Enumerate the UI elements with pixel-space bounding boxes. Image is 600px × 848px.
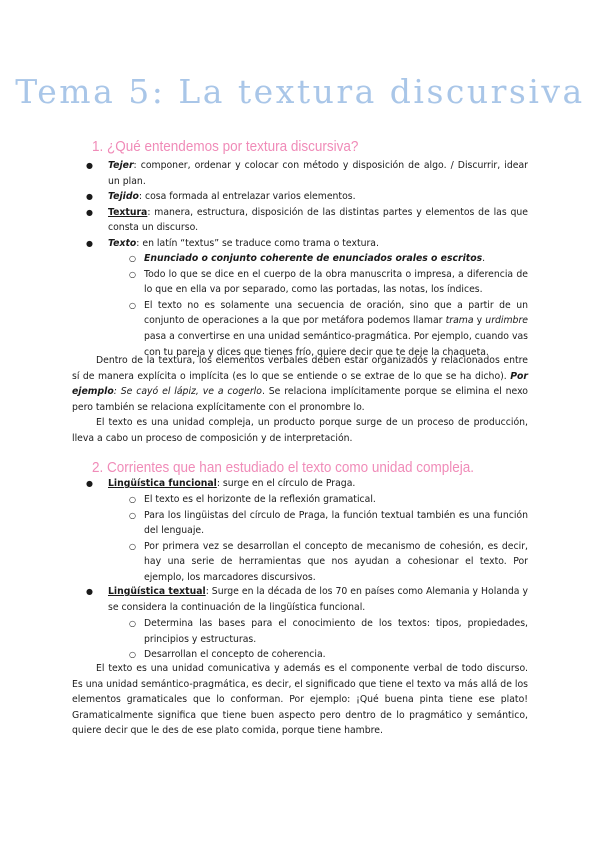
def-tejido: : cosa formada al entrelazar varios elementos.: [138, 191, 356, 203]
hollow-bullet-icon: ○: [129, 619, 136, 628]
para1-part-a: Dentro de la textura, los elementos verbales deben estar organizados y relacionados entre sí de manera explícita o implícita (es lo que se entiende o se extrae de lo que se ha dicho).: [72, 355, 528, 382]
term-textura: Textura: [108, 206, 148, 218]
para1-example-label: Por ejemplo: [72, 370, 528, 398]
section-1-list: [86, 158, 528, 252]
section-1-heading: 1. ¿Qué entendemos por textura discursiva?: [92, 138, 359, 155]
bullet-icon: ●: [86, 479, 93, 488]
texto-sublist: [129, 251, 528, 360]
bullet-icon: ●: [86, 207, 93, 217]
section-2-list-b: [86, 584, 528, 615]
list-item: [86, 584, 528, 615]
def-tejer: : componer, ordenar y colocar con método y disposición de algo. / Discurrir, idear un plan.: [108, 160, 528, 187]
hollow-bullet-icon: ○: [129, 541, 136, 551]
term-tejer: Tejer: [108, 160, 134, 171]
sub3-trama: trama: [445, 315, 474, 327]
bullet-icon: ●: [86, 161, 93, 170]
section-2-heading: 2. Corrientes que han estudiado el texto como unidad compleja.: [92, 459, 474, 476]
sub3-y: y: [473, 315, 486, 327]
paragraph: [72, 353, 528, 415]
def-textura: : manera, estructura, disposición de las distintas partes y elementos de las que consta un discurso.: [108, 206, 528, 234]
list-item: [86, 189, 528, 205]
lt-sub1-text: Determina las bases para el conocimiento de los textos: tipos, propiedades, principios y estructuras.: [144, 618, 528, 645]
lf-sub1-text: El texto es el horizonte de la reflexión gramatical.: [144, 494, 376, 505]
def-linguistica-textual: : Surge en la década de los 70 en países como Alemania y Holanda y se considera la continuación de la lingüística funcional.: [108, 586, 528, 613]
sub3-urdimbre: urdimbre: [485, 315, 528, 327]
list-item: [86, 236, 528, 252]
bullet-icon: ●: [86, 238, 93, 248]
list-item: [86, 205, 528, 236]
hollow-bullet-icon: ○: [129, 650, 136, 660]
def-linguistica-funcional: : surge en el círculo de Praga.: [216, 478, 356, 489]
section-2-paragraph: [72, 661, 528, 739]
sub-list-item: [129, 298, 528, 360]
lf-sub2-text: Para los lingüistas del círculo de Praga, la función textual también es una función del lenguaje.: [144, 509, 528, 537]
sub-list-item: [129, 616, 528, 647]
term-texto: Texto: [108, 237, 137, 249]
section-1-paragraphs: [72, 353, 528, 447]
list-item: [86, 158, 528, 189]
page-title: Tema 5: La textura discursiva: [15, 72, 585, 111]
sub3-part-b: pasa a convertirse en una unidad semántico-pragmática. Por ejemplo, cuando vas con tu pareja y dices que tienes frío, quiere decir que te deje la chaqueta.: [144, 330, 528, 358]
sub1-text: Enunciado o conjunto coherente de enunciados orales o escritos: [144, 253, 483, 264]
term-tejido: Tejido: [108, 191, 139, 203]
lt-sub2-text: Desarrollan el concepto de coherencia.: [144, 649, 326, 661]
def-texto: : en latín “textus” se traduce como trama o textura.: [136, 237, 379, 249]
sub-list-item: [129, 251, 528, 267]
hollow-bullet-icon: ○: [129, 495, 136, 504]
paragraph: El texto es una unidad compleja, un producto porque surge de un proceso de producción, lleva a cabo un proceso de composición y de interpretación.: [72, 417, 528, 444]
bullet-icon: ●: [86, 587, 93, 596]
term-linguistica-textual: Lingüística textual: [108, 586, 206, 597]
list-item: [86, 476, 528, 492]
bullet-icon: ●: [86, 192, 93, 202]
term-linguistica-funcional: Lingüística funcional: [108, 478, 217, 489]
funcional-sublist: [129, 492, 528, 586]
textual-sublist: [129, 616, 528, 663]
sub3-part-a: El texto no es solamente una secuencia de oración, sino que a partir de un conjunto de operaciones a la que por metáfora podemos llamar: [144, 299, 528, 327]
hollow-bullet-icon: ○: [129, 300, 136, 310]
para1-part-b: . Se relaciona implícitamente porque se elimina el nexo pero también se relaciona explícitamente con el pronombre lo.: [72, 386, 528, 413]
sub-list-item: [129, 492, 528, 508]
hollow-bullet-icon: ○: [129, 269, 136, 279]
para1-example-quote: : Se cayó el lápiz, ve a cogerlo: [113, 386, 262, 398]
sub-list-item: [129, 267, 528, 298]
sub1-end: .: [482, 253, 486, 264]
hollow-bullet-icon: ○: [129, 510, 136, 520]
sub2-text: Todo lo que se dice en el cuerpo de la obra manuscrita o impresa, a diferencia de lo que en ella va por separado, como las portadas, las notas, los índices.: [144, 268, 528, 296]
hollow-bullet-icon: ○: [129, 254, 136, 263]
lf-sub3-text: Por primera vez se desarrollan el concepto de mecanismo de cohesión, es decir, hay una serie de herramientas que nos ayudan a cohesionar el texto. Por ejemplo, los marcadores discursivos.: [144, 540, 528, 583]
paragraph: El texto es una unidad comunicativa y además es el componente verbal de todo discurso. Es una unidad semántico-pragmática, es decir, el significado que tiene el texto va más allá de los elementos gramaticales que lo conforman. Por ejemplo: ¡Qué buena pinta tiene ese plato! Gramaticalmente significa que tiene buen aspecto pero dentro de lo pragmático y semántico, quiere decir que le des de ese plato comida, porque tiene hambre.: [72, 663, 528, 737]
sub-list-item: [129, 539, 528, 586]
section-2-list-a: [86, 476, 528, 492]
sub-list-item: [129, 508, 528, 539]
